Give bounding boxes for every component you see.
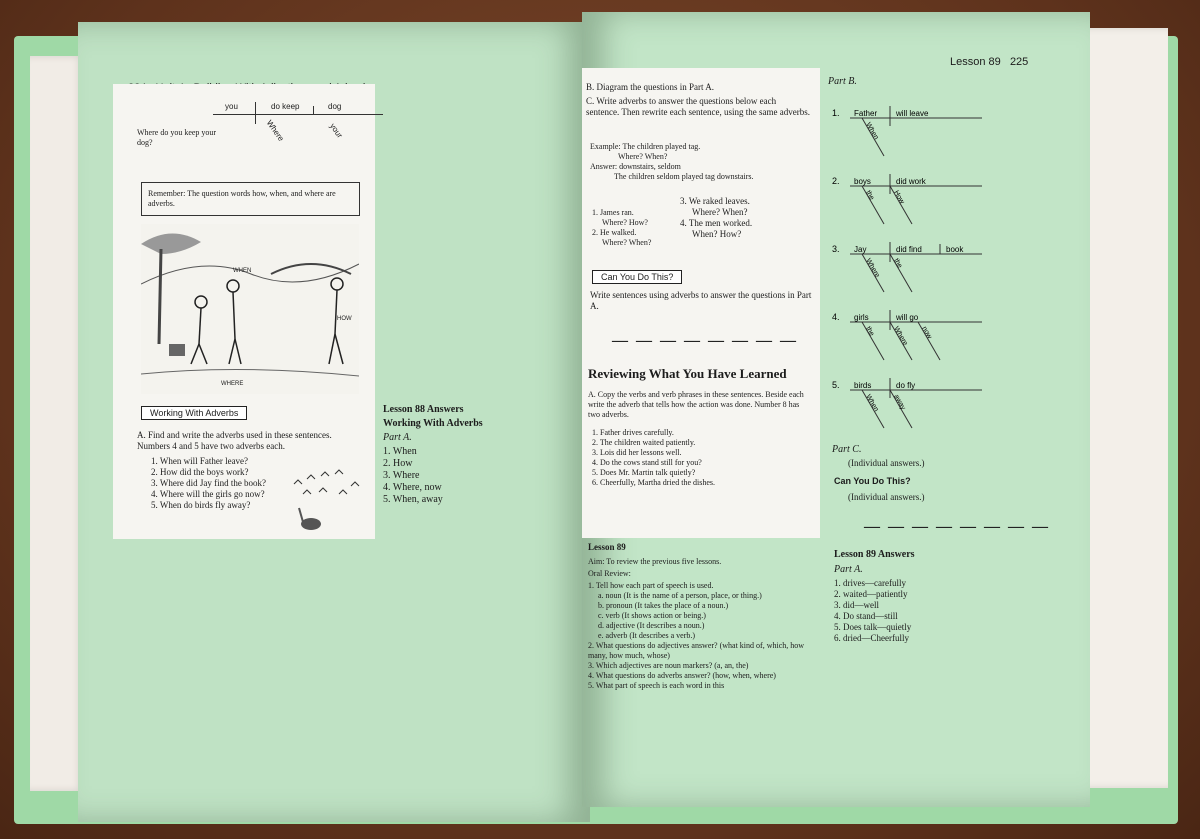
diagram-subject: birds xyxy=(854,381,872,390)
diagram-subject: Father xyxy=(854,109,878,118)
exercises-left xyxy=(592,208,682,248)
diagram-svg xyxy=(832,166,992,232)
diagram-object-modifier: your xyxy=(328,121,345,140)
can-you-text: Write sentences using adverbs to answer the questions in Part A. xyxy=(590,290,812,311)
working-with-adverbs-tag: Working With Adverbs xyxy=(141,406,247,420)
divider-dash: — — — — — — — — xyxy=(612,332,798,349)
diagram-svg xyxy=(832,302,992,368)
list-item: 1. Tell how each part of speech is used. xyxy=(588,581,714,590)
part-b-diagrams xyxy=(832,98,992,428)
list-item: d. adjective (It describes a noun.) xyxy=(598,621,705,630)
list-item: 2. waited—patiently xyxy=(834,589,908,599)
list-item: 2. How xyxy=(383,458,413,469)
list-item: 3. Where xyxy=(383,470,420,481)
list-item: 3. did—well xyxy=(834,600,879,610)
oral-review-list xyxy=(588,581,816,691)
birds-and-goose-drawing xyxy=(289,464,369,534)
part-b-intro: B. Diagram the questions in Part A. xyxy=(586,82,714,92)
exercise-text: 1. James ran. xyxy=(592,208,634,217)
diagram-number: 2. xyxy=(832,176,840,186)
example-questions: Where? When? xyxy=(618,152,668,161)
list-item: 4. What questions do adverbs answer? (how, when, where) xyxy=(588,671,776,680)
diagram-modifier: Where xyxy=(864,257,881,279)
illustration-boys-working xyxy=(141,224,359,394)
exercise-text: 3. We raked leaves. xyxy=(680,196,750,206)
label-where: WHERE xyxy=(221,381,244,387)
diagram-verb: did work xyxy=(896,177,926,186)
diagram-number: 4. xyxy=(832,312,840,322)
answers89-list xyxy=(834,578,994,644)
answer: Answer: downstairs, seldom xyxy=(590,162,681,171)
diagram-verb: will leave xyxy=(896,109,929,118)
list-item: c. verb (It shows action or being.) xyxy=(598,611,706,620)
example: Example: The children played tag. xyxy=(590,142,701,151)
left-page xyxy=(78,22,590,822)
diagram-subject: Jay xyxy=(854,245,867,254)
diagram-subject: boys xyxy=(854,177,871,186)
right-page-number: 225 xyxy=(1009,56,1029,68)
diagram-number: 1. xyxy=(832,108,840,118)
list-item: 2. How did the boys work? xyxy=(151,467,249,477)
diagram-object: dog xyxy=(328,102,342,111)
review-list xyxy=(592,428,812,488)
diagram-modifier: away xyxy=(892,393,907,412)
right-page xyxy=(582,12,1090,807)
answers-list xyxy=(383,446,533,506)
list-item: 2. The children waited patiently. xyxy=(592,438,696,447)
list-item: 1. When will Father leave? xyxy=(151,456,249,466)
review-title: Reviewing What You Have Learned xyxy=(588,366,787,381)
lesson-88-answers xyxy=(383,404,533,506)
exercise-text: 4. The men worked. xyxy=(680,218,753,228)
diagram-verb: did find xyxy=(896,245,922,254)
diagram-verb: will go xyxy=(896,313,919,322)
list-item: 5. When, away xyxy=(383,494,443,505)
instruction-a: A. Find and write the adverbs used in these sentences. Numbers 4 and 5 have two adverbs each. xyxy=(137,430,332,451)
list-item: 6. dried—Cheerfully xyxy=(834,633,909,643)
label-when: WHEN xyxy=(233,268,252,274)
list-item: b. pronoun (It takes the place of a noun.) xyxy=(598,601,729,610)
list-item: 1. Father drives carefully. xyxy=(592,428,674,437)
sentence-diagram xyxy=(832,234,992,305)
list-item: 1. When xyxy=(383,446,417,457)
diagram-modifier: When xyxy=(864,393,880,413)
student-page-excerpt-right xyxy=(582,68,820,538)
label-how: HOW xyxy=(337,316,352,322)
exercise-text: When? How? xyxy=(692,229,742,239)
diagram-modifier: the xyxy=(892,257,904,270)
divider-dash-right: — — — — — — — — xyxy=(864,518,1050,535)
part-c-text: (Individual answers.) xyxy=(848,458,925,468)
answers89-title: Lesson 89 Answers xyxy=(834,549,915,560)
exercise-list xyxy=(151,456,301,511)
diagram-modifier: Where xyxy=(892,325,909,347)
diagram-number: 3. xyxy=(832,244,840,254)
sentence-diagram xyxy=(832,166,992,237)
review-intro: A. Copy the verbs and verb phrases in these sentences. Beside each write the adverb that tells how the action was done. Number 8 has two adverbs. xyxy=(588,390,804,419)
oral-review-label: Oral Review: xyxy=(588,569,631,578)
list-item: 5. What part of speech is each word in this xyxy=(588,681,725,690)
diagram-svg xyxy=(832,370,992,436)
diagram-subject: girls xyxy=(854,313,869,322)
lesson-89-answers xyxy=(834,549,994,644)
diagram-verb: do fly xyxy=(896,381,916,390)
answers89-part: Part A. xyxy=(834,564,863,575)
diagram-subject: you xyxy=(225,102,238,111)
sentence-diagram xyxy=(832,98,992,169)
list-item: 3. Where did Jay find the book? xyxy=(151,478,267,488)
student-page-excerpt xyxy=(113,84,375,539)
diagram-object: book xyxy=(946,245,964,254)
list-item: 3. Which adjectives are noun markers? (a, an, the) xyxy=(588,661,749,670)
diagram-modifier: Where xyxy=(264,118,286,143)
diagram-number: 5. xyxy=(832,380,840,390)
exercise-text: Where? How? xyxy=(602,218,648,227)
list-item: 2. What questions do adjectives answer? (what kind of, which, how many, how much, whose) xyxy=(588,641,805,660)
diagram-modifier: How xyxy=(892,189,906,206)
teacher-aim: Aim: To review the previous five lessons. xyxy=(588,557,722,566)
can-you-label: Can You Do This? xyxy=(834,476,911,486)
list-item: 6. Cheerfully, Martha dried the dishes. xyxy=(592,478,716,487)
part-b-label: Part B. xyxy=(828,76,857,87)
part-c-intro: C. Write adverbs to answer the questions below each sentence. Then rewrite each sentence, using the same adverbs. xyxy=(586,96,810,117)
diagram-modifier: now xyxy=(920,325,933,341)
list-item: 5. Does Mr. Martin talk quietly? xyxy=(592,468,696,477)
right-page-header xyxy=(950,56,1028,68)
diagram-svg xyxy=(832,234,992,300)
exercise-text: 2. He walked. xyxy=(592,228,637,237)
diagram-modifier: the xyxy=(864,189,876,202)
answer-sentence: The children seldom played tag downstairs. xyxy=(614,172,754,181)
list-item: 4. Where will the girls go now? xyxy=(151,489,265,499)
answers-title: Lesson 88 Answers xyxy=(383,404,464,415)
diagram-question: Where do you keep your dog? xyxy=(137,128,217,147)
lesson-label: Lesson 89 xyxy=(950,56,1001,68)
list-item: 4. Where, now xyxy=(383,482,442,493)
list-item: 5. When do birds fly away? xyxy=(151,500,251,510)
list-item: 4. Do the cows stand still for you? xyxy=(592,458,702,467)
list-item: 5. Does talk—quietly xyxy=(834,622,912,632)
answers-subtitle: Working With Adverbs xyxy=(383,418,483,429)
remember-box: Remember: The question words how, when, and where are adverbs. xyxy=(141,182,360,216)
answers-part: Part A. xyxy=(383,432,412,443)
list-item: 1. drives—carefully xyxy=(834,578,906,588)
diagram-svg xyxy=(832,98,992,164)
list-item: 4. Do stand—still xyxy=(834,611,898,621)
diagram-verb: do keep xyxy=(271,102,300,111)
exercises-right xyxy=(680,196,790,240)
can-you-answer: (Individual answers.) xyxy=(848,492,925,502)
list-item: a. noun (It is the name of a person, place, or thing.) xyxy=(598,591,762,600)
list-item: 3. Lois did her lessons well. xyxy=(592,448,682,457)
can-you-do-this-tag: Can You Do This? xyxy=(592,270,682,284)
sentence-diagram xyxy=(832,302,992,373)
diagram-modifier: the xyxy=(864,325,876,338)
exercise-text: Where? When? xyxy=(692,207,748,217)
exercise-text: Where? When? xyxy=(602,238,652,247)
list-item: e. adverb (It describes a verb.) xyxy=(598,631,696,640)
diagram-modifier: When xyxy=(864,121,880,141)
part-c-label: Part C. xyxy=(832,444,862,455)
teacher-lesson-title: Lesson 89 xyxy=(588,542,626,552)
sentence-diagram xyxy=(832,370,992,441)
page-stack-left xyxy=(30,56,85,791)
teacher-notes xyxy=(588,542,816,691)
